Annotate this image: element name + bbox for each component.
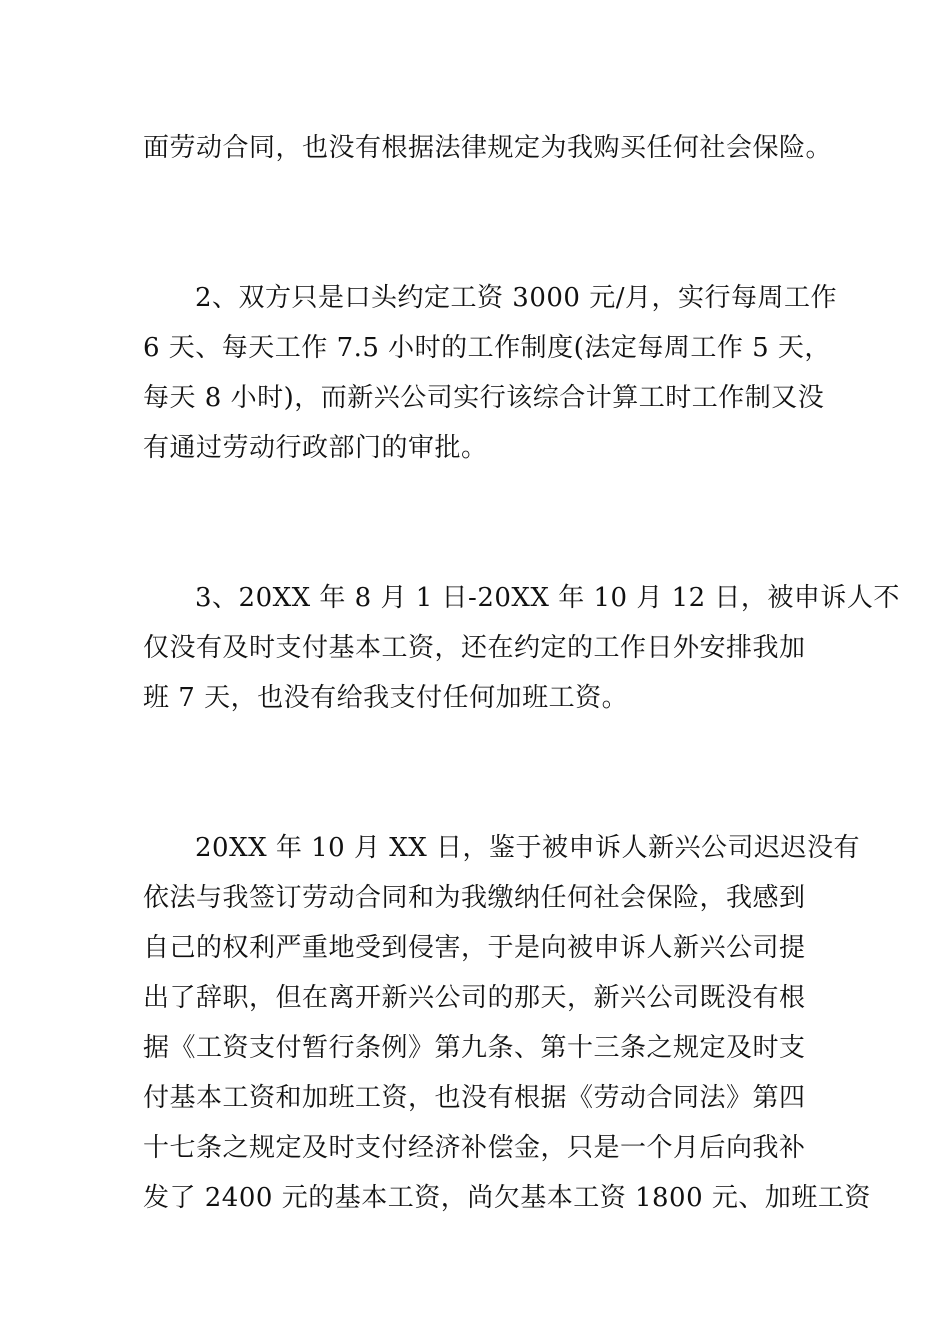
text-line: 20XX 年 10 月 XX 日，鉴于被申诉人新兴公司迟迟没有 [195, 833, 861, 863]
text-line: 面劳动合同，也没有根据法律规定为我购买任何社会保险。 [143, 133, 833, 163]
text-line: 发了 2400 元的基本工资，尚欠基本工资 1800 元、加班工资 [143, 1183, 871, 1213]
text-line: 每天 8 小时)，而新兴公司实行该综合计算工时工作制又没 [143, 383, 825, 413]
text-line: 十七条之规定及时支付经济补偿金，只是一个月后向我补 [143, 1133, 806, 1163]
text-line: 有通过劳动行政部门的审批。 [143, 433, 488, 463]
text-line: 付基本工资和加班工资，也没有根据《劳动合同法》第四 [143, 1083, 806, 1113]
text-line: 依法与我签订劳动合同和为我缴纳任何社会保险，我感到 [143, 883, 806, 913]
text-line: 自己的权利严重地受到侵害，于是向被申诉人新兴公司提 [143, 933, 806, 963]
text-line: 出了辞职，但在离开新兴公司的那天，新兴公司既没有根 [143, 983, 806, 1013]
text-line: 班 7 天，也没有给我支付任何加班工资。 [143, 683, 629, 713]
text-line: 据《工资支付暂行条例》第九条、第十三条之规定及时支 [143, 1033, 806, 1063]
text-line: 6 天、每天工作 7.5 小时的工作制度(法定每周工作 5 天， [143, 333, 831, 363]
text-line: 3、20XX 年 8 月 1 日-20XX 年 10 月 12 日，被申诉人不 [195, 583, 900, 613]
text-line: 仅没有及时支付基本工资，还在约定的工作日外安排我加 [143, 633, 806, 663]
text-line: 2、双方只是口头约定工资 3000 元/月，实行每周工作 [195, 283, 837, 313]
